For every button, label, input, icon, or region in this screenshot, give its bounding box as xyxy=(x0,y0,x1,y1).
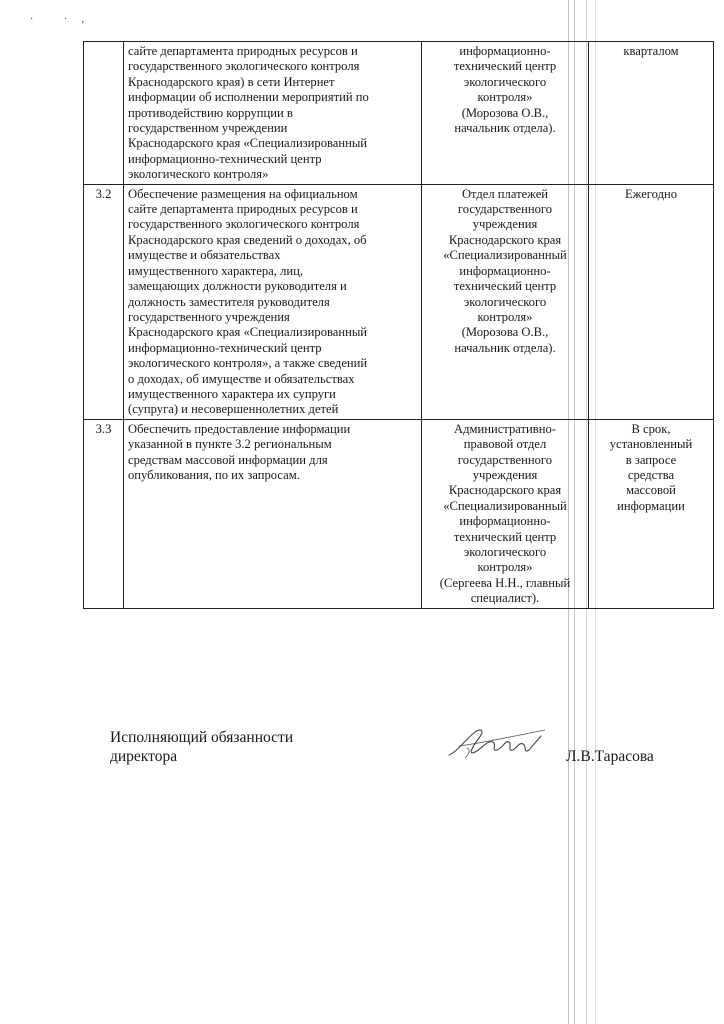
term-line: в запросе xyxy=(625,452,677,467)
term-line: кварталом xyxy=(623,44,679,58)
action-line: имущественного характера их супруги xyxy=(128,386,336,401)
action-line: противодействию коррупции в xyxy=(128,105,293,120)
action-line: сайте департамента природных ресурсов и xyxy=(128,202,358,217)
term-line: информации xyxy=(617,498,685,513)
responsible-line: (Сергеева Н.Н., главный xyxy=(439,575,571,590)
responsible-line: специалист). xyxy=(470,591,540,606)
action-line: (супруга) и несовершеннолетних детей xyxy=(128,402,339,417)
responsible-line: Административно- xyxy=(454,421,556,436)
action-line: государственном учреждении xyxy=(128,121,288,136)
action-line: информационно-технический центр xyxy=(128,340,322,355)
action-line: должность заместителя руководителя xyxy=(128,294,330,309)
action-line: Обеспечение размещения на официальном xyxy=(128,186,358,201)
action-line: экологического контроля», а также сведений xyxy=(128,356,368,371)
action-line: имущественного характера, лиц, xyxy=(128,263,303,278)
responsible-line: (Морозова О.В., xyxy=(461,325,549,340)
row-number: 3.2 xyxy=(84,184,124,419)
action-line: указанной в пункте 3.2 региональным xyxy=(128,437,332,452)
term-line: Ежегодно xyxy=(624,186,678,201)
term-line: установленный xyxy=(609,437,693,452)
action-line: государственного экологического контроля xyxy=(128,217,360,232)
responsible-line: правовой отдел xyxy=(463,437,547,452)
action-line: о доходах, об имуществе и обязательствах xyxy=(128,371,355,386)
responsible-line: «Специализированный xyxy=(443,248,567,263)
action-line: Обеспечить предоставление информации xyxy=(128,421,351,436)
action-line: информации об исполнении мероприятий по xyxy=(128,90,369,105)
responsible-line: учреждения xyxy=(472,217,538,232)
term-cell xyxy=(589,419,714,608)
position-line: Исполняющий обязанности xyxy=(110,729,294,746)
signatory-position xyxy=(110,728,293,766)
action-line: опубликования, по их запросам. xyxy=(128,467,300,482)
responsible-line: государственного xyxy=(457,452,553,467)
responsible-line: начальник отдела). xyxy=(454,340,556,355)
responsible-line: Краснодарского края xyxy=(448,483,562,498)
term-cell xyxy=(589,42,714,185)
responsible-line: информационно- xyxy=(459,514,551,529)
responsible-line: начальник отдела). xyxy=(454,121,556,136)
responsible-line: «Специализированный xyxy=(443,498,567,513)
row-number: 3.3 xyxy=(84,419,124,608)
responsible-line: информационно- xyxy=(459,263,551,278)
responsible-line: учреждения xyxy=(472,467,538,482)
responsible-cell xyxy=(422,42,589,185)
action-line: замещающих должности руководителя и xyxy=(128,279,347,294)
responsible-line: экологического xyxy=(463,74,547,89)
action-cell xyxy=(124,42,422,185)
responsible-line: контроля» xyxy=(477,309,533,324)
action-cell xyxy=(124,419,422,608)
table-row xyxy=(84,419,714,608)
responsible-line: технический центр xyxy=(453,529,557,544)
responsible-line: Отдел платежей xyxy=(461,186,549,201)
measures-table xyxy=(83,41,714,609)
action-line: Краснодарского края) в сети Интернет xyxy=(128,74,335,89)
action-line: государственного учреждения xyxy=(128,309,290,324)
action-line: Краснодарского края «Специализированный xyxy=(128,325,368,340)
action-line: Краснодарского края «Специализированный xyxy=(128,136,368,151)
action-line: средствам массовой информации для xyxy=(128,452,328,467)
action-line: Краснодарского края сведений о доходах, об xyxy=(128,232,367,247)
responsible-line: контроля» xyxy=(477,560,533,575)
action-line: сайте департамента природных ресурсов и xyxy=(128,44,358,58)
responsible-line: экологического xyxy=(463,545,547,559)
responsible-line: экологического xyxy=(463,294,547,309)
term-cell xyxy=(589,184,714,419)
table-row xyxy=(84,184,714,419)
handwritten-signature xyxy=(445,722,555,764)
responsible-line: контроля» xyxy=(477,90,533,105)
responsible-line: технический центр xyxy=(453,59,557,74)
action-line: государственного экологического контроля xyxy=(128,59,360,74)
term-line: массовой xyxy=(626,483,676,498)
action-line: информационно-технический центр xyxy=(128,151,322,166)
action-line: экологического контроля» xyxy=(128,167,269,182)
responsible-cell xyxy=(422,184,589,419)
table-row xyxy=(84,42,714,185)
action-cell xyxy=(124,184,422,419)
responsible-line: информационно- xyxy=(459,44,551,58)
responsible-line: Краснодарского края xyxy=(448,232,562,247)
responsible-line: технический центр xyxy=(453,279,557,294)
position-line: директора xyxy=(110,748,178,765)
term-line: средства xyxy=(627,467,675,482)
row-number xyxy=(84,42,124,185)
scan-specks: · ·‚ xyxy=(30,14,99,25)
responsible-cell xyxy=(422,419,589,608)
responsible-line: государственного xyxy=(457,202,553,217)
action-line: имуществе и обязательствах xyxy=(128,248,281,263)
signatory-name: Л.В.Тарасова xyxy=(566,748,654,765)
term-line: В срок, xyxy=(631,421,671,436)
responsible-line: (Морозова О.В., xyxy=(461,105,549,120)
